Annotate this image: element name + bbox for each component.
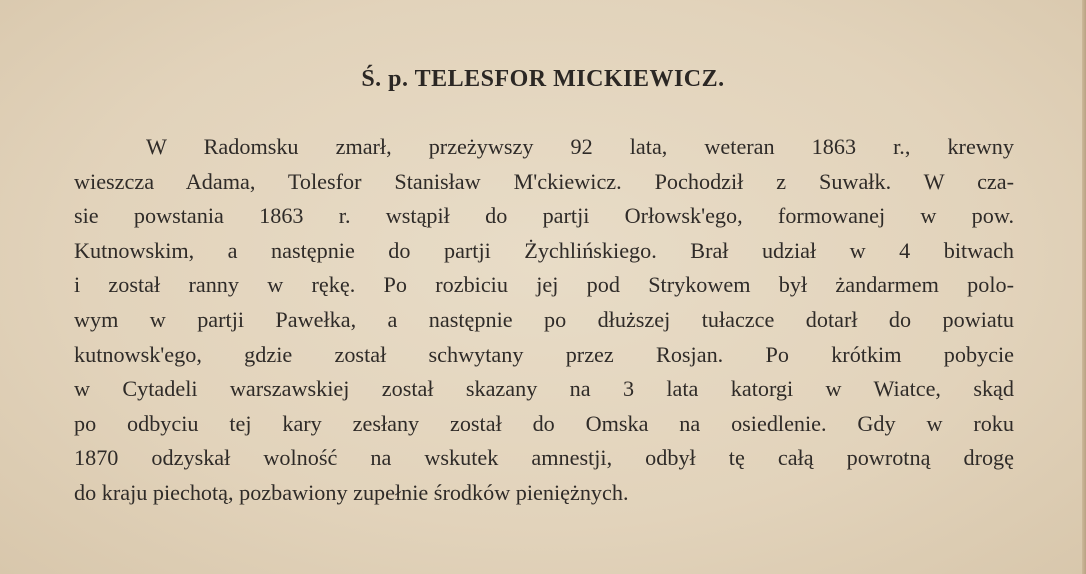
text-line: po odbyciu tej kary zesłany został do Omska na osiedlenie. Gdy w roku	[74, 410, 1014, 436]
text-line: i został ranny w rękę. Po rozbiciu jej pod Strykowem był żandarmem polo-	[74, 272, 1014, 298]
text-line: Kutnowskim, a następnie do partji Żychlińskiego. Brał udział w 4 bitwach	[74, 237, 1014, 263]
text-line: wieszcza Adama, Tolesfor Stanisław M'ckiewicz. Pochodził z Suwałk. W cza-	[74, 168, 1014, 194]
text-line: kutnowsk'ego, gdzie został schwytany przez Rosjan. Po krótkim pobycie	[74, 341, 1014, 367]
text-line: do kraju piechotą, pozbawiony zupełnie środków pieniężnych.	[74, 479, 629, 505]
text-line: 1870 odzyskał wolność na wskutek amnestji, odbył tę całą powrotną drogę	[74, 445, 1014, 471]
obituary-title: Ś. p. TELESFOR MICKIEWICZ.	[361, 66, 725, 92]
text-line: sie powstania 1863 r. wstąpił do partji Orłowsk'ego, formowanej w pow.	[74, 203, 1014, 229]
obituary-body	[74, 130, 1014, 511]
text-line: W Radomsku zmarł, przeżywszy 92 lata, weteran 1863 r., krewny	[146, 134, 1014, 159]
text-line: wym w partji Pawełka, a następnie po dłuższej tułaczce dotarł do powiatu	[74, 306, 1014, 332]
page-edge-shadow	[1082, 0, 1086, 574]
text-line: w Cytadeli warszawskiej został skazany na 3 lata katorgi w Wiatce, skąd	[74, 376, 1014, 402]
